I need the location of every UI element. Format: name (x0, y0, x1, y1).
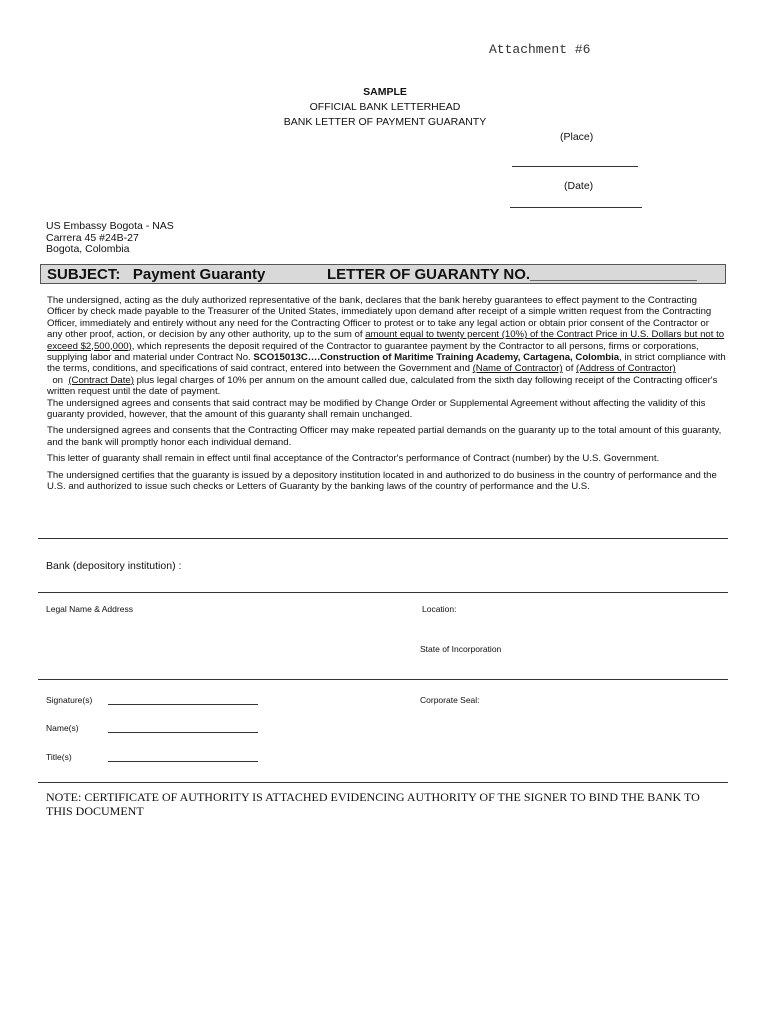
paragraph-certification: The undersigned certifies that the guaranty is issued by a depository institution located in and authorized to do business in the country of performance and the U.S. and authorized to issue such checks or Letters of Guaranty by the banking laws of the country of performance and the U.S. (47, 469, 717, 493)
section-divider-bank (38, 592, 728, 593)
state-of-incorporation-label: State of Incorporation (420, 644, 502, 654)
letter-type-heading: BANK LETTER OF PAYMENT GUARANTY (283, 116, 487, 128)
text-span: which represents the deposit required of the Contractor to guarantee payment by the Contractor to all persons, firms or corporations, supplying labor and material under Contract No. (47, 340, 699, 364)
place-line (512, 166, 638, 167)
titles-label: Title(s) (46, 752, 72, 762)
letter-body (47, 295, 727, 498)
guaranty-number-label: LETTER OF GUARANTY NO.____________________ (327, 266, 697, 283)
sample-heading: SAMPLE (363, 86, 407, 98)
contract-number: SCO15013C….Construction of Maritime Training Academy, Cartagena, Colombia (253, 352, 620, 364)
paragraph-effect: This letter of guaranty shall remain in effect until final acceptance of the Contractor's performance of Contract (number) by the U.S. Government. (47, 453, 660, 465)
text-span: , in strict compliance with the terms, conditions, and specifications of said contract, entered into between the Government and (47, 352, 726, 375)
bank-label: Bank (depository institution) : (46, 560, 182, 572)
date-label: (Date) (564, 180, 594, 192)
section-divider-signature (38, 679, 728, 680)
address-line-3: Bogota, Colombia (46, 243, 130, 255)
paragraph-modification: The undersigned agrees and consents that said contract may be modified by Change Order or Supplemental Agreement without affecting the validity of this guaranty provided, however, that the amount of this guaranty shall remain unchanged. (47, 397, 706, 421)
signatures-label: Signature(s) (46, 695, 93, 705)
address-line-2: Carrera 45 #24B-27 (46, 231, 139, 244)
text-span: plus legal charges of 10% per annum on the amount called due, calculated from the sixth day following receipt of the Contracting officer's written request until the date of payment. (47, 374, 718, 398)
signatures-line (108, 704, 258, 705)
corporate-seal-label: Corporate Seal: (420, 695, 480, 705)
letterhead-heading: OFFICIAL BANK LETTERHEAD (309, 101, 461, 113)
recipient-address (46, 221, 174, 256)
contract-date-field: (Contract Date) (68, 374, 134, 386)
text-span: on (47, 374, 69, 386)
paragraph-partial-demands: The undersigned agrees and consents that the Contracting Officer may make repeated partial demands on the guaranty up to the total amount of this guaranty, and the bank will promptly honor each individual demand. (47, 425, 722, 448)
attachment-number: Attachment #6 (489, 42, 591, 57)
date-line (510, 207, 642, 208)
contractor-name-field: (Name of Contractor) (472, 363, 563, 375)
titles-line (108, 761, 258, 762)
subject-bar (40, 264, 726, 284)
certificate-note: NOTE: CERTIFICATE OF AUTHORITY IS ATTACHED EVIDENCING AUTHORITY OF THE SIGNER TO BIND THE BANK TO THIS DOCUMENT (46, 790, 700, 818)
location-label: Location: (422, 604, 457, 614)
paragraph-guarantee (47, 295, 727, 398)
section-divider-bottom (38, 782, 728, 783)
section-divider-top (38, 538, 728, 539)
contractor-address-field: (Address of Contractor) (576, 363, 676, 375)
names-label: Name(s) (46, 723, 79, 733)
place-label: (Place) (560, 131, 594, 143)
names-line (108, 732, 258, 733)
text-span: of (562, 363, 577, 375)
text-span: The undersigned, acting as the duly authorized representative of the bank, declares that the bank hereby guarantees to effect payment to the Contracting Officer by check made payable to the Treasurer of the United States, immediately upon demand after receipt of a simple written request from the Contracting Officer, immediately and entirely without any need for the Contracting Officer to protest or to take any legal action or obtain prior consent of the Contractor or any other proof, action, or decision by any other authority, up to the sum of (47, 295, 712, 341)
legal-name-label: Legal Name & Address (46, 604, 133, 614)
address-line-1: US Embassy Bogota - NAS (46, 220, 174, 232)
amount-field: amount equal to twenty percent (10%) of the Contract Price in U.S. Dollars but not to exceed $2,500,000), (47, 329, 725, 352)
subject-label: SUBJECT: Payment Guaranty (47, 266, 266, 283)
